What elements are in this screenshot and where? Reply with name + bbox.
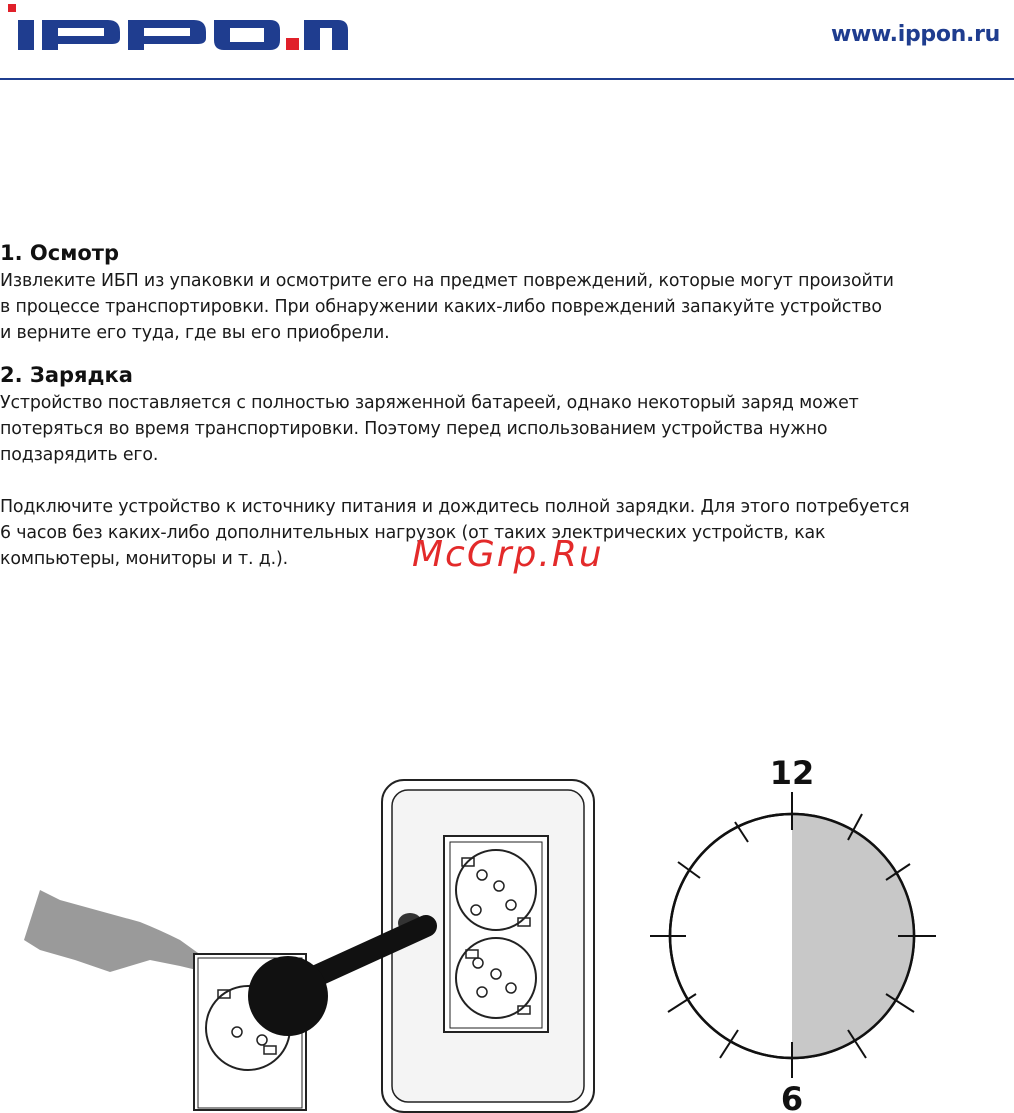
paragraph-line: и верните его туда, где вы его приобрели. [0, 323, 390, 343]
clock-icon [650, 792, 936, 1078]
ups-unit-icon [382, 780, 594, 1112]
document-body [0, 238, 1000, 572]
paragraph-line: в процессе транспортировки. При обнаружении каких-либо повреждений запакуйте устройство [0, 297, 882, 317]
section-heading-inspection: 1. Осмотр [0, 241, 119, 265]
paragraph-line: потеряться во время транспортировки. Поэтому перед использованием устройства нужно [0, 419, 828, 439]
paragraph-line: Устройство поставляется с полностью заряженной батареей, однако некоторый заряд может [0, 393, 859, 413]
header-divider [0, 78, 1014, 80]
paragraph-line: подзарядить его. [0, 445, 159, 465]
clock-label-12: 12 [769, 754, 815, 792]
page-header [0, 0, 1014, 80]
charging-illustration [0, 740, 1014, 1113]
section-heading-charging: 2. Зарядка [0, 363, 133, 387]
hand-icon [24, 890, 210, 972]
paragraph-line: компьютеры, мониторы и т. д.). [0, 549, 289, 569]
watermark: McGrp.Ru [412, 534, 604, 575]
paragraph-line: Извлеките ИБП из упаковки и осмотрите его на предмет повреждений, которые могут произойти [0, 271, 894, 291]
paragraph-line: 6 часов без каких-либо дополнительных нагрузок (от таких электрических устройств, как [0, 523, 826, 543]
paragraph-line: Подключите устройство к источнику питания и дождитесь полной зарядки. Для этого потребуется [0, 497, 910, 517]
website-url[interactable]: www.ippon.ru [830, 22, 1000, 47]
clock-label-6: 6 [780, 1080, 804, 1113]
ippon-logo [8, 4, 353, 52]
